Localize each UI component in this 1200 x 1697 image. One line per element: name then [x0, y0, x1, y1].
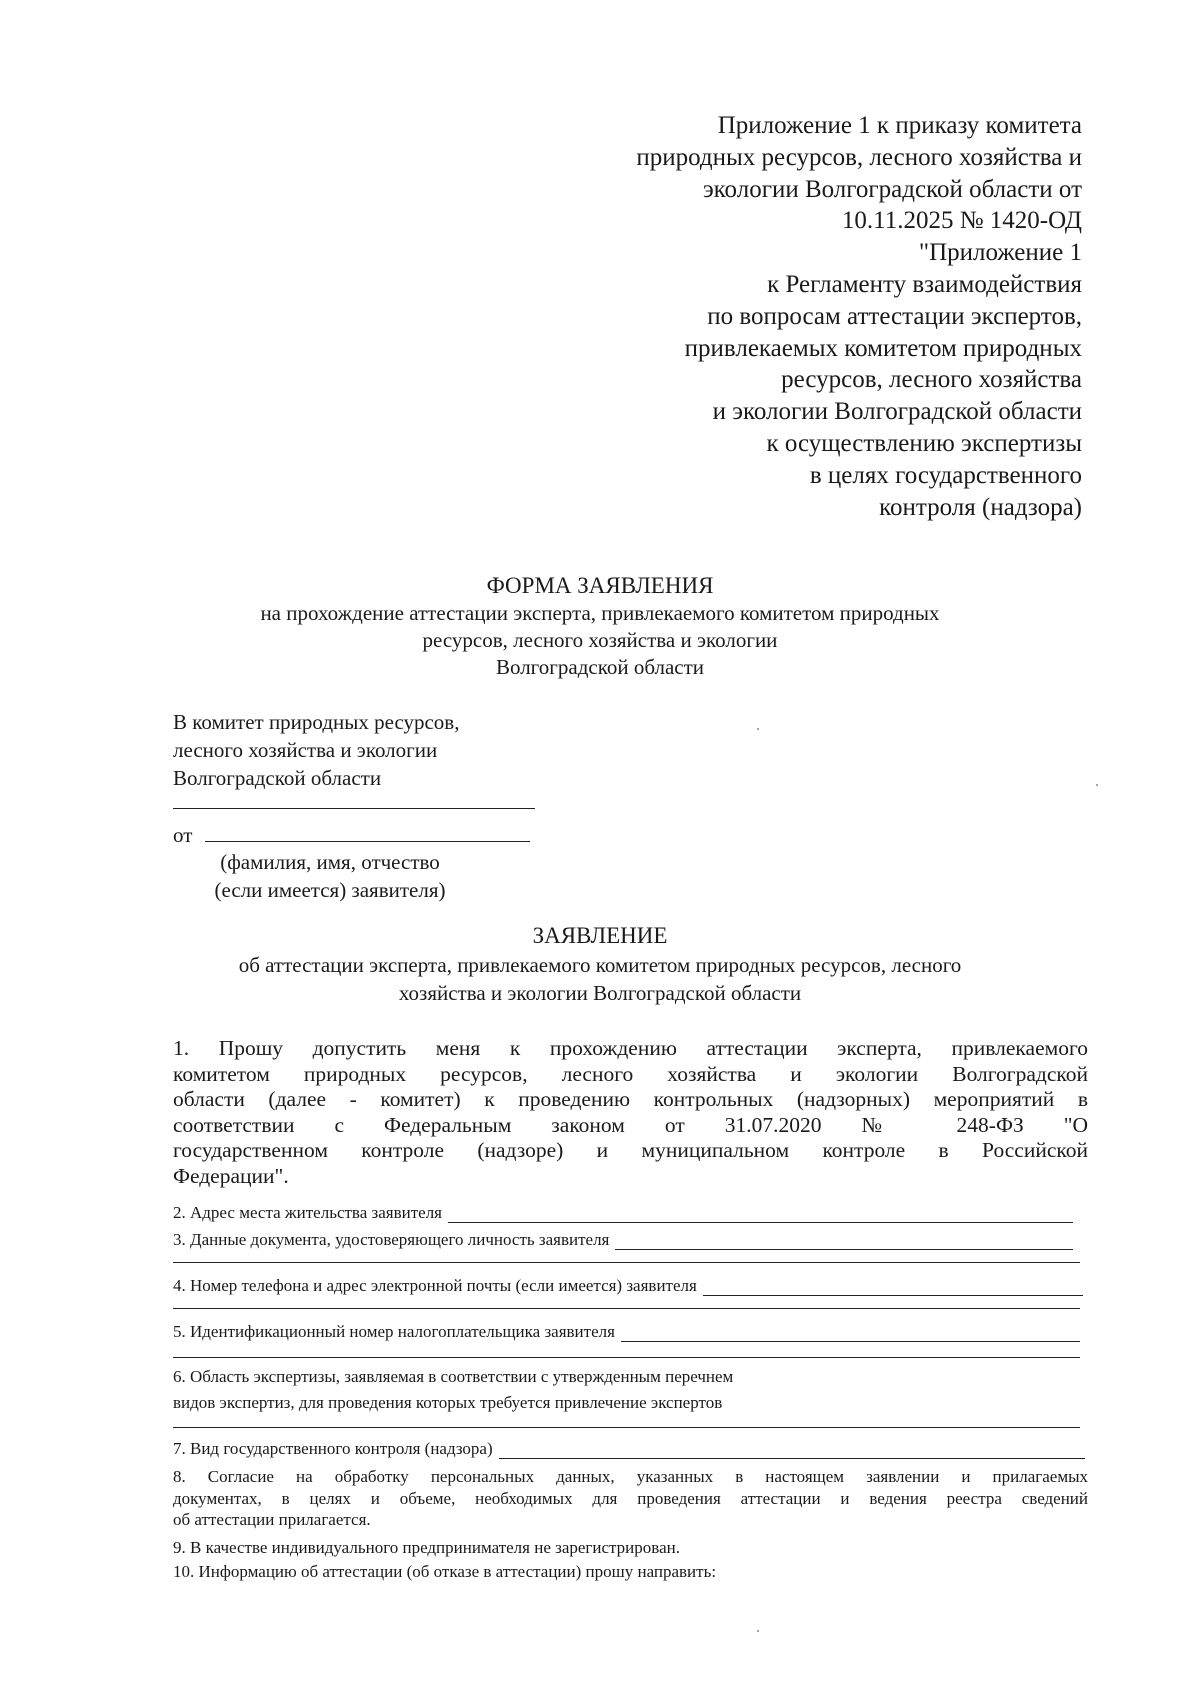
attachment-line: контроля (надзора) [879, 493, 1082, 521]
form-subtitle-line: на прохождение аттестации эксперта, привлекаемого комитетом природных [260, 601, 940, 625]
attachment-line: "Приложение 1 [918, 239, 1082, 267]
scan-speck [757, 1630, 759, 1632]
inn-field-line-2[interactable] [173, 1357, 1080, 1358]
item-5-label: 5. Идентификационный номер налогоплательщика заявителя [173, 1322, 615, 1341]
item-6-line: видов экспертиз, для проведения которых требуется привлечение экспертов [173, 1393, 723, 1412]
item-4-row [173, 1276, 1083, 1296]
item-2-label: 2. Адрес места жительства заявителя [173, 1203, 443, 1222]
scan-speck [1096, 784, 1098, 786]
addressee-line: лесного хозяйства и экологии [173, 738, 438, 762]
item-7-label: 7. Вид государственного контроля (надзора) [173, 1439, 493, 1458]
item-2-row [173, 1203, 1073, 1223]
control-type-field[interactable] [499, 1442, 1085, 1459]
paragraph-line: Федерации". [173, 1163, 289, 1188]
addressee-line: В комитет природных ресурсов, [173, 710, 460, 734]
address-field[interactable] [448, 1206, 1073, 1223]
paragraph-line: документах, в целях и объеме, необходимых для проведения аттестации и ведения реестра сведений [173, 1488, 1088, 1508]
attachment-line: в целях государственного [809, 461, 1082, 489]
addressee-line: Волгоградской области [173, 766, 382, 790]
paragraph-line: 1. Прошу допустить меня к прохождению аттестации эксперта, привлекаемого [173, 1036, 1088, 1060]
attachment-line: Приложение 1 к приказу комитета [717, 112, 1082, 139]
paragraph-line: комитетом природных ресурсов, лесного хозяйства и экологии Волгоградской [173, 1061, 1088, 1086]
inn-field[interactable] [621, 1325, 1080, 1342]
applicant-name-hint [180, 848, 480, 904]
identity-document-field[interactable] [615, 1233, 1073, 1250]
hint-line: (фамилия, имя, отчество [220, 850, 440, 874]
attachment-line: и экологии Волгоградской области [712, 398, 1082, 426]
statement-title: ЗАЯВЛЕНИЕ [532, 923, 668, 948]
addressee-block [173, 708, 459, 792]
paragraph-line: области (далее - комитет) к проведению контрольных (надзорных) мероприятий в [173, 1087, 1088, 1112]
item-7-row [173, 1439, 1085, 1459]
expertise-area-field[interactable] [173, 1427, 1080, 1428]
item-3-row [173, 1230, 1073, 1250]
item-6-line: 6. Область экспертизы, заявляемая в соответствии с утвержденным перечнем [173, 1367, 734, 1386]
attachment-line: к Регламенту взаимодействия [767, 270, 1082, 298]
form-subtitle-line: Волгоградской области [495, 655, 705, 679]
attachment-header [522, 110, 1082, 523]
addressee-underline [173, 808, 535, 809]
paragraph-line: государственном контроле (надзоре) и муниципальном контроле в Российской [173, 1138, 1088, 1163]
hint-line: (если имеется) заявителя) [214, 878, 446, 902]
form-title: ФОРМА ЗАЯВЛЕНИЯ [486, 573, 714, 598]
attachment-line: ресурсов, лесного хозяйства [781, 366, 1082, 394]
attachment-line: по вопросам аттестации экспертов, [707, 302, 1082, 330]
attachment-line: экологии Волгоградской области от [702, 175, 1082, 203]
paragraph-line: 8. Согласие на обработку персональных данных, указанных в настоящем заявлении и прилагаемых [173, 1467, 1088, 1486]
item-3-label: 3. Данные документа, удостоверяющего личность заявителя [173, 1230, 610, 1249]
applicant-name-field[interactable] [205, 841, 530, 842]
item-9-text: 9. В качестве индивидуального предпринимателя не зарегистрирован. [173, 1538, 680, 1557]
item-10-text: 10. Информацию об аттестации (об отказе в аттестации) прошу направить: [173, 1562, 717, 1581]
item-4-label: 4. Номер телефона и адрес электронной почты (если имеется) заявителя [173, 1276, 697, 1295]
attachment-line: к осуществлению экспертизы [766, 429, 1082, 457]
item-5-row [173, 1322, 1080, 1342]
phone-email-field[interactable] [703, 1279, 1083, 1296]
paragraph-line: об аттестации прилагается. [173, 1510, 371, 1529]
attachment-line: природных ресурсов, лесного хозяйства и [636, 143, 1082, 171]
attachment-line: 10.11.2025 № 1420-ОД [841, 207, 1082, 235]
form-subtitle-line: ресурсов, лесного хозяйства и экологии [422, 628, 778, 652]
attachment-line: привлекаемых комитетом природных [684, 334, 1082, 362]
scan-speck [757, 728, 759, 730]
statement-subtitle-line: хозяйства и экологии Волгоградской области [398, 981, 802, 1005]
phone-email-field-line-2[interactable] [173, 1308, 1080, 1309]
paragraph-line: соответствии с Федеральным законом от 31.07.2020 № 248-ФЗ "О [173, 1112, 1088, 1137]
identity-document-field-line-2[interactable] [173, 1262, 1080, 1263]
statement-subtitle-line: об аттестации эксперта, привлекаемого комитетом природных ресурсов, лесного [238, 953, 962, 977]
item-8-paragraph [173, 1466, 1088, 1531]
item-1-paragraph [173, 1036, 1088, 1190]
from-label: от [173, 823, 193, 847]
